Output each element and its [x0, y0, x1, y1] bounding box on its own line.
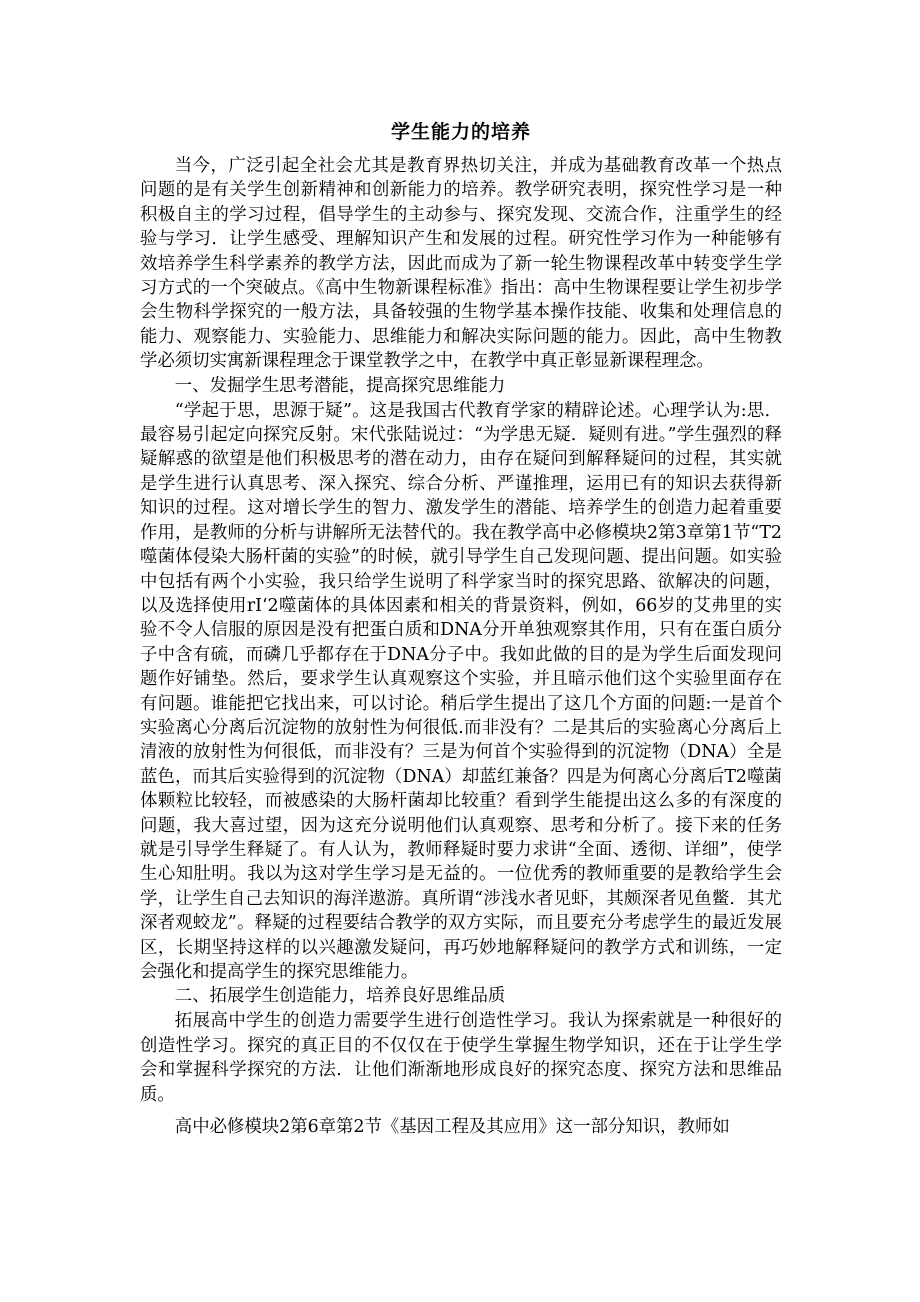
- document-title: 学生能力的培养: [390, 121, 531, 143]
- section2-paragraph-continued: 高中必修模块2第6章第2节《基因工程及其应用》这一部分知识，教师如: [174, 1117, 730, 1138]
- section2-heading: 二、拓展学生创造能力，培养良好思维品质: [174, 986, 506, 1007]
- section1-paragraph: “学起于思，思源于疑”。这是我国古代教育学家的精辟论述。心理学认为:思．最容易引起定向探究反射。宋代张陆说过：“为学患无疑．疑则有进。”学生强烈的释疑解惑的欲望是他们积极思考的潜在动力，由存在疑问到解释疑问的过程，其实就是学生进行认真思考、深入探究、综合分析、严谨推理，运用已有的知识去获得新知识的过程。这对增长学生的智力、激发学生的潜能、培养学生的创造力起着重要作用，是教师的分析与讲解所无法替代的。我在教学高中必修模块2第3章第1节“T2噬菌体侵染大肠杆菌的实验”的时候，就引导学生自己发现问题、提出问题。如实验中包括有两个小实验，我只给学生说明了科学家当时的探究思路、欲解决的问题，以及选择使用rI‘2噬菌体的具体因素和相关的背景资料，例如，66岁的艾弗里的实验不令人信服的原因是没有把蛋白质和DNA分开单独观察其作用，只有在蛋白质分子中含有硫，而磷几乎都存在于DNA分子中。我如此做的目的是为学生后面发现问题作好铺垫。然后，要求学生认真观察这个实验，并且暗示他们这个实验里面存在有问题。谁能把它找出来，可以讨论。稍后学生提出了这几个方面的问题:一是首个实验离心分离后沉淀物的放射性为何很低.而非没有？二是其后的实验离心分离后上清液的放射性为何很低，而非没有？三是为何首个实验得到的沉淀物（DNA）全是蓝色，而其后实验得到的沉淀物（DNA）却蓝红兼备？四是为何离心分离后T2噬菌体颗粒比较轻，而被感染的大肠杆菌却比较重？看到学生能提出这么多的有深度的问题，我大喜过望，因为这充分说明他们认真观察、思考和分析了。接下来的任务就是引导学生释疑了。有人认为，教师释疑时要力求讲“全面、透彻、详细”，使学生心知肚明。我以为这对学生学习是无益的。一位优秀的教师重要的是教给学生会学，让学生自己去知识的海洋遨游。真所谓“涉浅水者见虾，其颇深者见鱼鳖．其尤深者观蛟龙”。释疑的过程要结合教学的双方实际，而且要充分考虑学生的最近发展区，长期坚持这样的以兴趣激发疑问，再巧妙地解释疑问的教学方式和训练，一定会强化和提高学生的探究思维能力。: [140, 400, 782, 982]
- intro-paragraph: 当今，广泛引起全社会尤其是教育界热切关注，并成为基础教育改革一个热点问题的是有关学生创新精神和创新能力的培养。教学研究表明，探究性学习是一种积极自主的学习过程，倡导学生的主动参与、探究发现、交流合作，注重学生的经验与学习．让学生感受、理解知识产生和发展的过程。研究性学习作为一种能够有效培养学生科学素养的教学方法，因此而成为了新一轮生物课程改革中转变学生学习方式的一个突破点。《高中生物新课程标准》指出：高中生物课程要让学生初步学会生物科学探究的一般方法，具备较强的生物学基本操作技能、收集和处理信息的能力、观察能力、实验能力、思维能力和解决实际问题的能力。因此，高中生物教学必须切实寓新课程理念于课堂教学之中，在教学中真正彰显新课程理念。: [140, 156, 782, 372]
- document-page: [140, 118, 782, 1139]
- section1-heading: 一、发掘学生思考潜能，提高探究思维能力: [174, 375, 506, 396]
- section2-paragraph: 拓展高中学生的创造力需要学生进行创造性学习。我认为探索就是一种很好的创造性学习。探究的真正目的不仅仅在于使学生掌握生物学知识，还在于让学生学会和掌握科学探究的方法．让他们渐渐地形成良好的探究态度、探究方法和思维品质。: [140, 1011, 782, 1105]
